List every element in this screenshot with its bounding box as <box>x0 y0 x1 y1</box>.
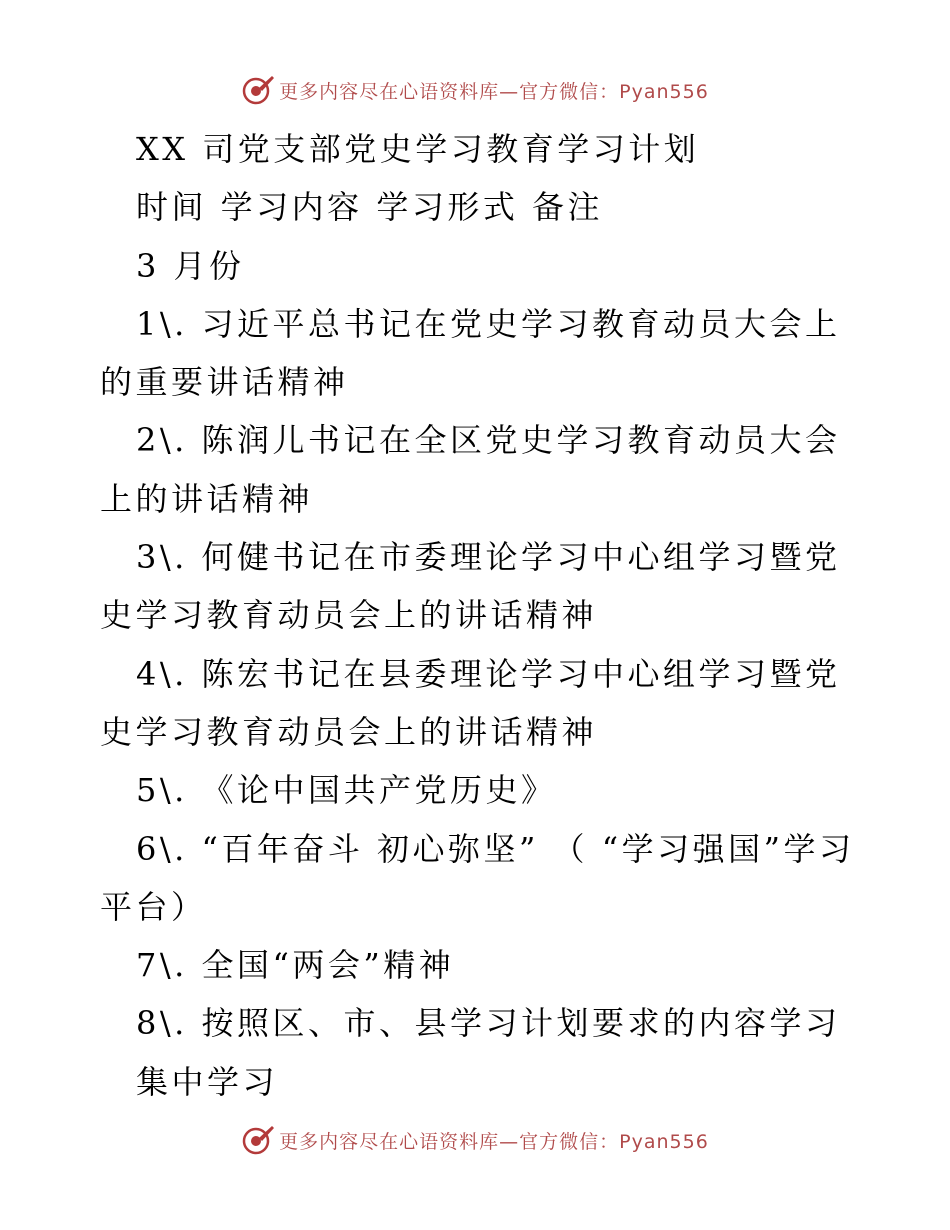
watermark-text: 更多内容尽在心语资料库—官方微信：Pyan556 <box>279 1130 709 1153</box>
list-item: 1\. 习近平总书记在党史学习教育动员大会上的重要讲话精神 <box>100 304 841 402</box>
list-item: 2\. 陈润儿书记在全区党史学习教育动员大会上的讲话精神 <box>100 421 841 518</box>
list-item: 4\. 陈宏书记在县委理论学习中心组学习暨党史学习教育动员会上的讲话精神 <box>100 654 841 751</box>
pen-logo-icon <box>241 73 275 107</box>
pen-logo-icon <box>241 1123 275 1157</box>
document-title: XX 司党支部党史学习教育学习计划 <box>136 130 700 168</box>
list-item: 8\. 按照区、市、县学习计划要求的内容学习 <box>136 1004 841 1043</box>
document-body <box>100 120 860 1111</box>
watermark-banner-bottom <box>0 1120 950 1160</box>
list-item: 3\. 何健书记在市委理论学习中心组学习暨党史学习教育动员会上的讲话精神 <box>100 538 841 635</box>
watermark-banner-top <box>0 70 950 110</box>
list-item: 5\. 《论中国共产党历史》 <box>136 771 557 810</box>
list-item: 6\. “百年奋斗 初心弥坚” （ “学习强国”学习平台） <box>100 829 855 926</box>
watermark-text: 更多内容尽在心语资料库—官方微信：Pyan556 <box>279 80 709 103</box>
list-item: 7\. 全国“两会”精神 <box>136 946 455 985</box>
month-label: 3 月份 <box>136 246 245 285</box>
table-header-line: 时间 学习内容 学习形式 备注 <box>136 188 604 227</box>
study-form-label: 集中学习 <box>136 1062 279 1101</box>
